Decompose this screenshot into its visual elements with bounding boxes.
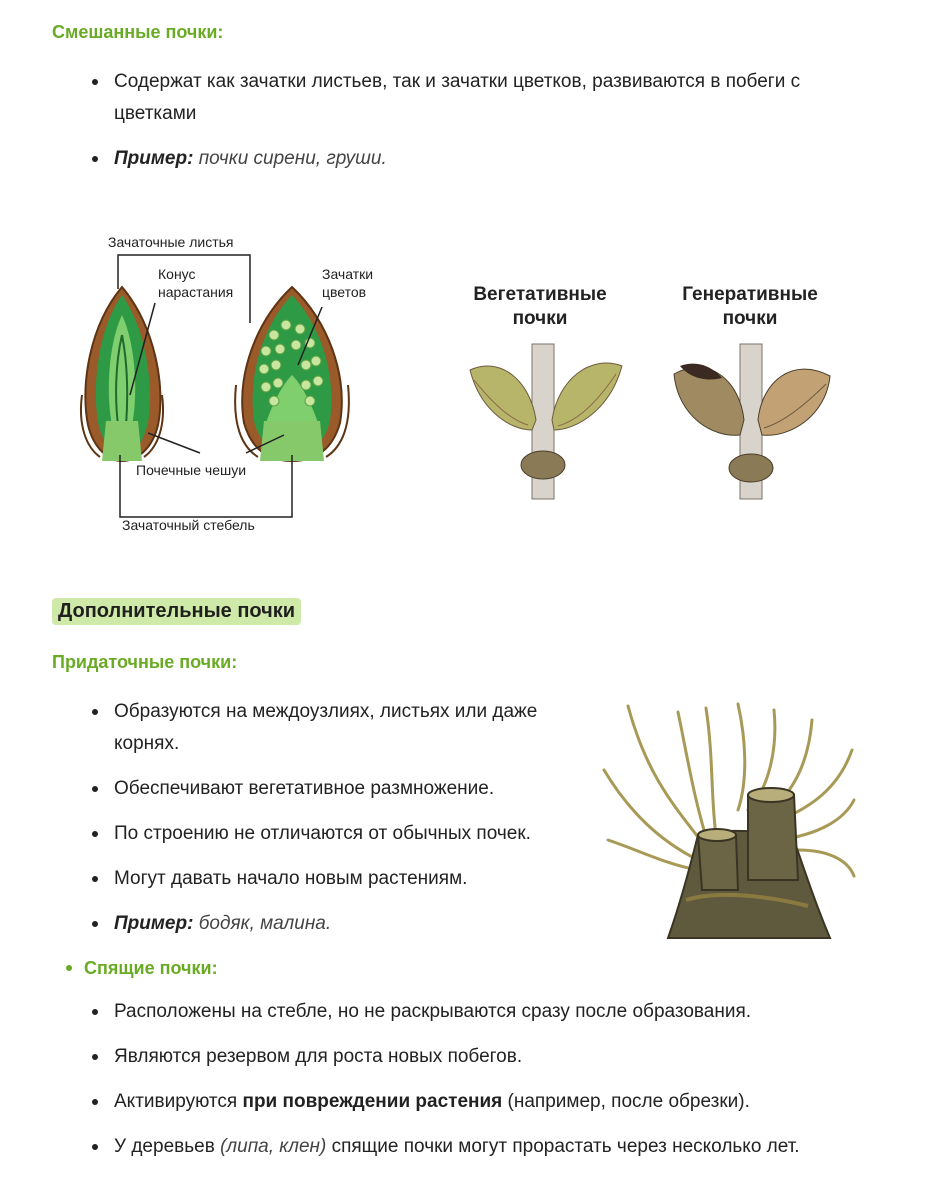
mixed-buds-heading: Смешанные почки:	[52, 22, 224, 42]
generative-title-2: почки	[722, 308, 778, 329]
list-item: Являются резервом для роста новых побегов.	[92, 1041, 892, 1073]
bud-structure-diagram	[60, 225, 400, 545]
label-growth-cone-2: нарастания	[158, 284, 234, 300]
list-item: По строению не отличаются от обычных почек.	[92, 818, 572, 850]
vegetative-title-1: Вегетативные	[473, 284, 607, 305]
generative-bud-drawing	[674, 344, 830, 499]
list-item: Могут давать начало новым растениям.	[92, 863, 572, 895]
label-bud-scales: Почечные чешуи	[136, 462, 247, 478]
text-segment: спящие почки могут прорастать через несколько лет.	[326, 1136, 800, 1157]
adventitious-buds-heading: Придаточные почки:	[52, 652, 238, 672]
list-item-example	[92, 143, 832, 175]
label-embryonic-stem: Зачаточный стебель	[122, 517, 255, 533]
list-item: Обеспечивают вегетативное размножение.	[92, 773, 572, 805]
dormant-buds-list	[92, 996, 892, 1176]
list-item: Образуются на междоузлиях, листьях или даже корнях.	[92, 696, 572, 760]
vegetative-title-2: почки	[512, 308, 568, 329]
list-item: Содержат как зачатки листьев, так и зачатки цветков, развиваются в побеги с цветками	[92, 66, 832, 130]
mixed-buds-list	[92, 66, 832, 188]
example-label: Пример:	[114, 913, 194, 934]
section-title-additional-buds: Дополнительные почки	[52, 598, 301, 625]
label-embryonic-leaves: Зачаточные листья	[108, 234, 234, 250]
generative-title-1: Генеративные	[682, 284, 818, 305]
adventitious-buds-list	[92, 696, 572, 953]
dormant-buds-heading: Спящие почки:	[84, 958, 218, 978]
tree-stump-illustration	[598, 700, 858, 945]
list-item: Расположены на стебле, но не раскрываются сразу после образования.	[92, 996, 892, 1028]
example-text: почки сирени, груши.	[198, 148, 387, 169]
text-segment: Активируются	[114, 1091, 243, 1112]
label-growth-cone-1: Конус	[158, 266, 196, 282]
label-flower-rudiments-1: Зачатки	[322, 266, 374, 282]
italic-examples: (липа, клен)	[220, 1136, 327, 1157]
example-text: бодяк, малина.	[198, 913, 332, 934]
dormant-buds-bullet	[66, 965, 72, 971]
text-segment: У деревьев	[114, 1136, 221, 1157]
list-item	[92, 1086, 892, 1118]
vegetative-bud-drawing	[470, 344, 622, 499]
list-item	[92, 1131, 892, 1163]
leaf-bud-illustration	[81, 287, 163, 461]
list-item-example	[92, 908, 572, 940]
label-flower-rudiments-2: цветов	[322, 284, 367, 300]
emphasis-text: при повреждении растения	[242, 1091, 503, 1112]
bud-types-illustration	[440, 270, 860, 515]
text-segment: (например, после обрезки).	[502, 1091, 750, 1112]
example-label: Пример:	[114, 148, 194, 169]
mixed-bud-illustration	[235, 287, 349, 461]
